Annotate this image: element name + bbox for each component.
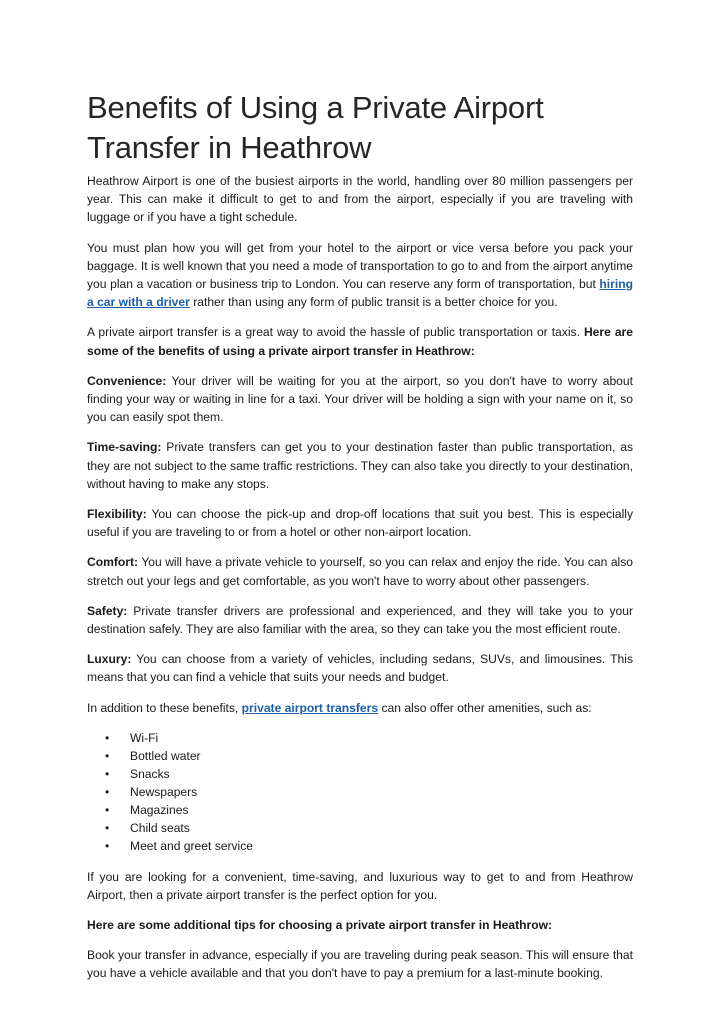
benefit-text: You can choose from a variety of vehicles, including sedans, SUVs, and limousines. This means that you can find a vehicle that suits your needs and budget. (87, 652, 633, 685)
bullet-icon: • (105, 748, 110, 763)
benefit-label: Safety: (87, 603, 128, 618)
benefit-text: You will have a private vehicle to yourself, so you can relax and enjoy the ride. You can also stretch out your legs and get comfortable, as you won't have to worry about other passengers. (87, 555, 633, 588)
list-item: • Snacks (130, 765, 633, 783)
plan-text-after: rather than using any form of public transit is a better choice for you. (189, 295, 558, 310)
benefits-intro-paragraph (87, 323, 633, 359)
benefit-convenience (87, 372, 633, 427)
benefit-text: You can choose the pick-up and drop-off locations that suit you best. This is especially useful if you are traveling to or from a hotel or other non-airport location. (87, 507, 633, 540)
list-item: • Newspapers (130, 783, 633, 801)
amenities-list (87, 729, 633, 856)
benefit-comfort (87, 553, 633, 589)
benefit-label: Luxury: (87, 652, 132, 667)
benefit-label: Convenience: (87, 373, 167, 388)
private-airport-transfers-link[interactable]: private airport transfers (241, 700, 379, 715)
bullet-icon: • (105, 803, 110, 818)
benefit-flexibility (87, 505, 633, 541)
list-item: • Magazines (130, 801, 633, 819)
benefit-text: Private transfers can get you to your destination faster than public transportation, as they are not subject to the same traffic restrictions. They can also take you directly to your destination, without having to make any stops. (87, 440, 633, 491)
intro-paragraph: Heathrow Airport is one of the busiest airports in the world, handling over 80 million passengers per year. This can make it difficult to get to and from the airport, especially if you are traveling with luggage or if you have a tight schedule. (87, 174, 633, 225)
page-title (87, 88, 633, 168)
benefit-text: Your driver will be waiting for you at the airport, so you don't have to worry about finding your way or waiting in line for a taxi. Your driver will be holding a sign with your name on it, so you can easily spot them. (87, 373, 633, 425)
tips-heading: Here are some additional tips for choosing a private airport transfer in Heathrow: (87, 917, 553, 932)
bullet-icon: • (105, 821, 110, 836)
benefit-label: Flexibility: (87, 507, 147, 522)
amenities-intro-before: In addition to these benefits, (87, 700, 242, 715)
hiring-car-link[interactable]: hiring a car with a driver (87, 277, 633, 310)
benefit-label: Comfort: (87, 555, 139, 570)
amenities-intro-after: can also offer other amenities, such as: (378, 700, 592, 715)
bullet-icon: • (105, 767, 110, 782)
benefit-time-saving (87, 438, 633, 493)
benefit-text: Private transfer drivers are professional and experienced, and they will take you to your destination safely. They are also familiar with the area, so they can take you the most efficient route. (87, 603, 633, 637)
plan-paragraph (87, 239, 633, 312)
list-item: • Bottled water (130, 747, 633, 765)
benefit-luxury (87, 650, 633, 686)
list-item: • Meet and greet service (130, 837, 633, 855)
tip-paragraph: Book your transfer in advance, especially if you are traveling during peak season. This will ensure that you have a vehicle available and that you don't have to pay a premium for a last-minute booking. (87, 948, 633, 981)
list-item: • Wi-Fi (130, 729, 633, 747)
bullet-icon: • (105, 839, 110, 854)
amenities-intro-paragraph (87, 699, 633, 717)
title-line-2: Transfer in Heathrow (87, 130, 372, 165)
list-item: • Child seats (130, 819, 633, 837)
benefits-intro-bold: Here are some of the benefits of using a private airport transfer in Heathrow: (87, 325, 633, 358)
benefit-label: Time-saving: (87, 440, 162, 455)
benefit-safety (87, 602, 633, 638)
benefits-intro-text: A private airport transfer is a great way to avoid the hassle of public transportation or taxis. (87, 325, 584, 340)
plan-text-before: You must plan how you will get from your hotel to the airport or vice versa before you pack your baggage. It is well known that you need a mode of transportation to go to and from the airport anytime you plan a vacation or business trip to London. You can reserve any form of transportation, but (87, 240, 633, 292)
bullet-icon: • (105, 785, 110, 800)
conclusion-paragraph: If you are looking for a convenient, time-saving, and luxurious way to get to and from Heathrow Airport, then a private airport transfer is the perfect option for you. (87, 869, 633, 902)
bullet-icon: • (105, 730, 110, 745)
title-line-1: Benefits of Using a Private Airport (87, 90, 544, 125)
